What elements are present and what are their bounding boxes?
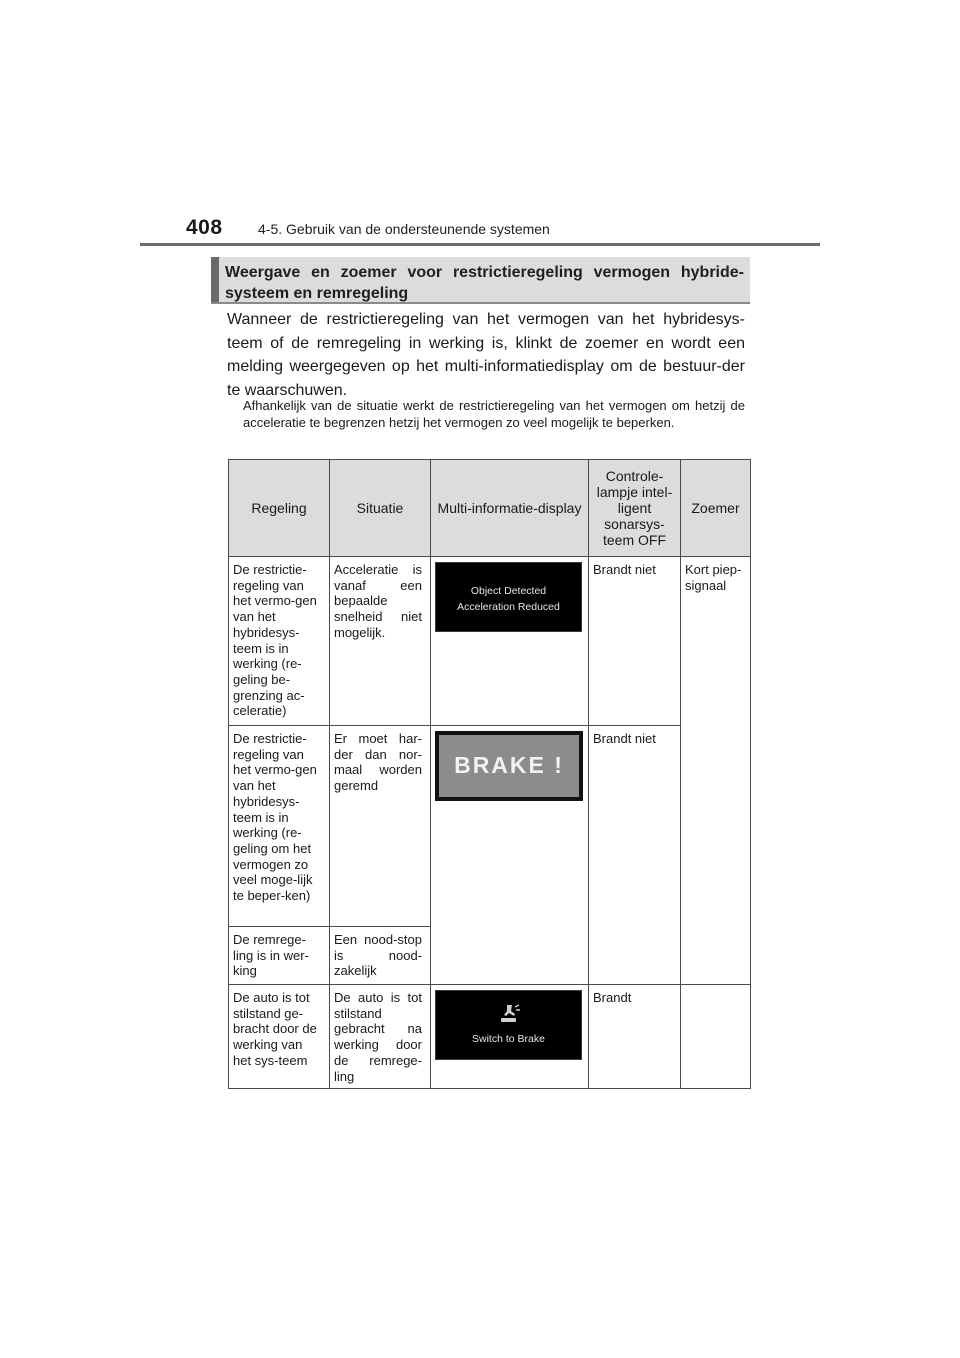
note-paragraph: Afhankelijk van de situatie werkt de restrictieregeling van het vermogen om hetzij de acceleratie te begrenzen hetzij het vermogen zo veel mogelijk te beperken.: [243, 398, 745, 430]
section-title: Weergave en zoemer voor restrictieregeling vermogen hybride-systeem en remregeling: [225, 264, 744, 302]
header-display: Multi-informatie-display: [431, 460, 589, 557]
cell-situatie: Acceleratie is vanaf een bepaalde snelheid niet mogelijk.: [330, 557, 431, 726]
section-title-box: [211, 257, 750, 304]
title-accent-bar: [211, 257, 219, 302]
display-text-line2: Acceleration Reduced: [457, 601, 560, 613]
display-text-line1: Object Detected: [470, 585, 547, 597]
display-switch-text: Switch to Brake: [472, 1033, 545, 1045]
header-rule: [140, 243, 820, 246]
display-switch-to-brake: [435, 990, 582, 1060]
cell-display: [431, 557, 589, 726]
cell-regeling: De remrege-ling is in wer-king: [229, 927, 330, 985]
table-header-row: [229, 460, 751, 557]
page-number: 408: [186, 216, 223, 239]
cell-display: [431, 726, 589, 985]
header-zoemer: Zoemer: [681, 460, 751, 557]
cell-lamp: Brandt niet: [589, 557, 681, 726]
header-situatie: Situatie: [330, 460, 431, 557]
cell-zoemer-empty: [681, 985, 751, 1089]
cell-regeling: De auto is tot stilstand ge-bracht door de werking van het sys-teem: [229, 985, 330, 1089]
table-row: [229, 985, 751, 1089]
display-object-detected: [435, 562, 582, 632]
section-header: 4-5. Gebruik van de ondersteunende systemen: [258, 221, 550, 237]
cell-zoemer: Kort piep-signaal: [681, 557, 751, 985]
cell-lamp: Brandt niet: [589, 726, 681, 985]
cell-situatie: Er moet har-der dan nor-maal worden geremd: [330, 726, 431, 927]
cell-regeling: De restrictie-regeling van het vermo-gen van het hybridesys-teem is in werking (re-geling be-grenzing ac-celeratie): [229, 557, 330, 726]
display-brake-text: BRAKE !: [439, 735, 579, 797]
warning-table: [228, 459, 751, 1089]
cell-regeling: De restrictie-regeling van het vermo-gen van het hybridesys-teem is in werking (re-geling om het vermogen zo veel moge-lijk te beper-ken): [229, 726, 330, 927]
header-lamp: Controle-lampje intel-ligent sonarsys-teem OFF: [589, 460, 681, 557]
cell-situatie: Een nood-stop is nood-zakelijk: [330, 927, 431, 985]
cell-lamp: Brandt: [589, 985, 681, 1089]
display-brake: [435, 731, 583, 801]
cell-display: [431, 985, 589, 1089]
intro-paragraph: Wanneer de restrictieregeling van het vermogen van het hybridesys-teem of de remregeling in werking is, klinkt de zoemer en wordt een melding weergegeven op het multi-informatiedisplay om de bestuur-der te waarschuwen.: [227, 311, 745, 399]
foot-on-brake-icon: [498, 1003, 522, 1025]
header-regeling: Regeling: [229, 460, 330, 557]
cell-situatie: De auto is tot stilstand gebracht na werking door de remrege-ling: [330, 985, 431, 1089]
table-row: [229, 557, 751, 726]
table-row: [229, 726, 751, 927]
